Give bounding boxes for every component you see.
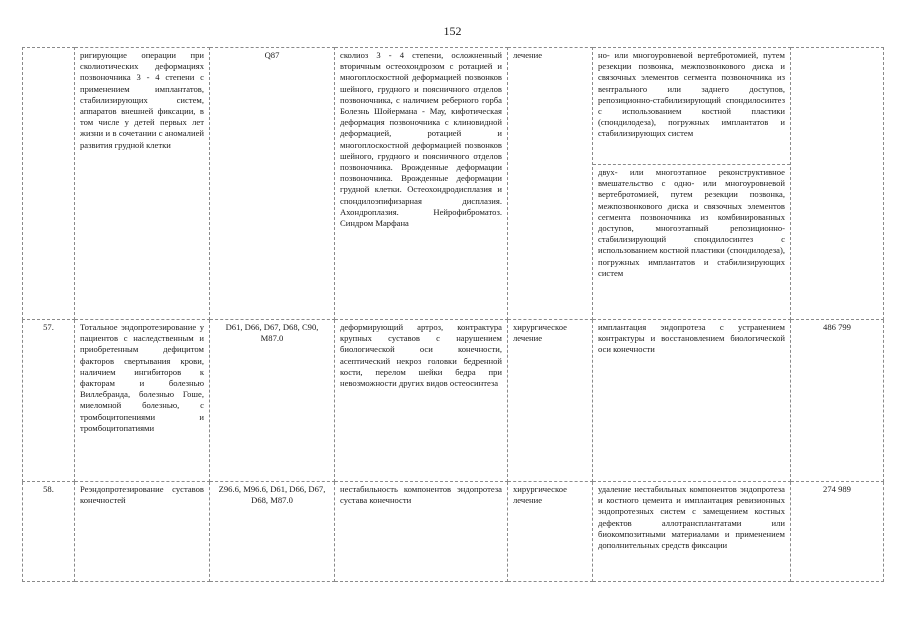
treatment-method: имплантация эндопротеза с устранением контрактуры и восстановлением биологической оси конечности xyxy=(593,320,791,482)
icd-codes: D61, D66, D67, D68, C90, M87.0 xyxy=(210,320,335,482)
table-row xyxy=(23,48,884,320)
cost-value: 486 799 xyxy=(791,320,884,482)
treatment-type: хирургическое лечение xyxy=(508,320,593,482)
row-number: 58. xyxy=(23,482,75,582)
care-type-name: ригирующие операции при сколиотических деформациях позвоночника 3 - 4 степени с применением имплантатов, стабилизирующих систем, аппаратов внешней фиксации, в том числе у детей первых лет жизни и в сочетании с аномалией развития грудной клетки xyxy=(75,48,210,320)
icd-codes: Z96.6, M96.6, D61, D66, D67, D68, M87.0 xyxy=(210,482,335,582)
care-type-name: Реэндопротезирование суставов конечностей xyxy=(75,482,210,582)
table-row xyxy=(23,482,884,582)
treatment-method: двух- или многоэтапное реконструктивное вмешательство с одно- или многоуровневой вертебротомией, путем резекции позвонка, межпозвонкового диска и связочных элементов сегмента позвоночника из комбинированных доступов, многоэтапный репозиционно-стабилизирующий спондилосинтез с использованием костной пластики (спондилодеза), погружных имплантатов и стабилизирующих систем xyxy=(593,164,790,281)
cost-value: 274 989 xyxy=(791,482,884,582)
patient-model: нестабильность компонентов эндопротеза сустава конечности xyxy=(335,482,508,582)
treatment-method: но- или многоуровневой вертебротомией, путем резекции позвонка, межпозвонкового диска и связочных элементов сегмента позвоночника из вентрального или заднего доступов, репозиционно-стабилизирующий спондилосинтез с использованием костной пластики (спондилодеза), погружных имплантатов и стабилизирующих систем xyxy=(598,50,785,139)
treatment-type: хирургическое лечение xyxy=(508,482,593,582)
cost-value xyxy=(791,48,884,320)
row-number xyxy=(23,48,75,320)
care-type-name: Тотальное эндопротезирование у пациентов с наследственным и приобретенным дефицитом факторов свертывания крови, наличием ингибиторов к факторам и болезнью Виллебранда, болезнью Гоше, миеломной болезнью, с тромбоцитопениями и тромбоцитопатиями xyxy=(75,320,210,482)
treatment-type: лечение xyxy=(508,48,593,320)
patient-model: сколиоз 3 - 4 степени, осложненный вторичным остеохондрозом с ротацией и многоплоскостной деформацией позвонков шейного, грудного и поясничного отделов позвоночника, с наличием реберного горба Болезнь Шойермана - Мау, кифотическая деформация позвоночника с клиновидной деформацией, ротацией и многоплоскостной деформацией позвонков шейного, грудного и поясничного отделов позвоночника. Врожденные деформации позвоночника. Врожденные деформации грудной клетки. Остеохондродисплазия и спондилоэпифизарная дисплазия. Ахондроплазия. Нейрофиброматоз. Синдром Марфана xyxy=(335,48,508,320)
patient-model: деформирующий артроз, контрактура крупных суставов с нарушением биологической оси конечности, асептический некроз головки бедренной кости, перелом шейки бедра при невозможности других видов остеосинтеза xyxy=(335,320,508,482)
treatment-methods xyxy=(593,48,791,320)
page-number: 152 xyxy=(443,24,462,38)
icd-codes: Q87 xyxy=(210,48,335,320)
table-row xyxy=(23,320,884,482)
medical-care-table xyxy=(22,47,884,582)
row-number: 57. xyxy=(23,320,75,482)
treatment-method: удаление нестабильных компонентов эндопротеза и костного цемента и имплантация ревизионных эндопротезных систем с замещением костных дефектов аллотрансплантатами или биокомпозитными материалами и применением дополнительных средств фиксации xyxy=(593,482,791,582)
